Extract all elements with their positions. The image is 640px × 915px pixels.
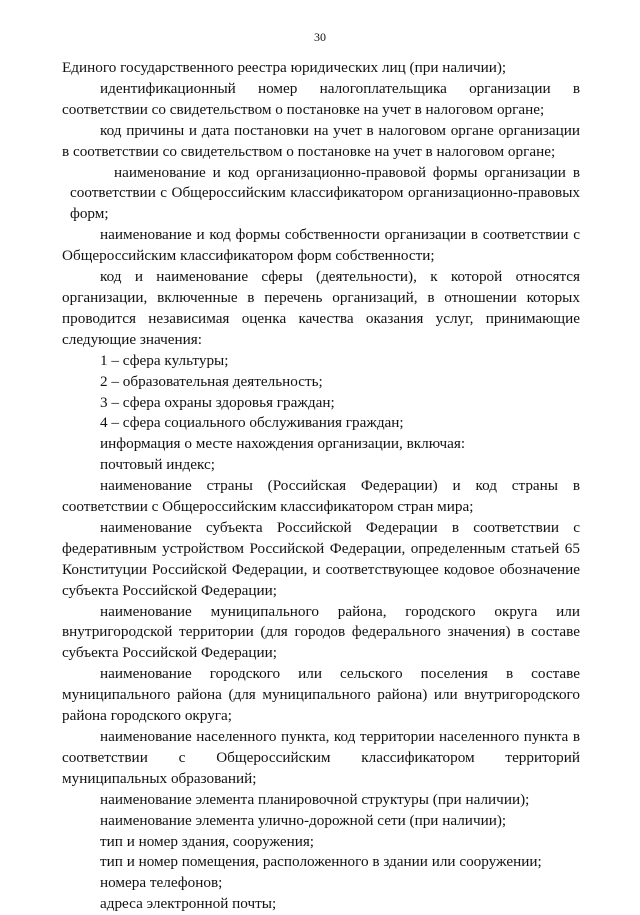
paragraph-municipal-district: наименование муниципального района, городского округа или внутригородской территории (для городов федерального значения) в составе субъекта Российской Федерации; bbox=[62, 602, 580, 662]
paragraph-settlement: наименование городского или сельского поселения в составе муниципального района (для муниципального района) или внутригородского района городского округа; bbox=[62, 665, 580, 725]
list-item: почтовый индекс; bbox=[100, 456, 215, 474]
paragraph-legal-form: наименование и код организационно-правовой формы организации в соответствии с Общероссийским классификатором организационно-правовых форм; bbox=[70, 163, 580, 223]
paragraph-egrul: Единого государственного реестра юридических лиц (при наличии); bbox=[62, 59, 507, 76]
paragraph-ownership-form: наименование и код формы собственности организации в соответствии с Общероссийским классификатором форм собственности; bbox=[62, 226, 580, 265]
list-item: 3 – сфера охраны здоровья граждан; bbox=[100, 393, 335, 411]
list-item: тип и номер помещения, расположенного в здании или сооружении; bbox=[100, 853, 542, 871]
sphere-list bbox=[62, 351, 580, 476]
list-item: информация о месте нахождения организации, включая: bbox=[100, 435, 466, 453]
list-item: тип и номер здания, сооружения; bbox=[100, 832, 315, 850]
list-item: номера телефонов; bbox=[100, 874, 223, 892]
paragraph-country: наименование страны (Российская Федерации) и код страны в соответствии с Общероссийским классификатором стран мира; bbox=[62, 477, 580, 516]
list-item: 1 – сфера культуры; bbox=[100, 351, 229, 369]
list-item: 2 – образовательная деятельность; bbox=[100, 372, 323, 390]
page-number: 30 bbox=[314, 30, 326, 44]
paragraph-activity-sphere: код и наименование сферы (деятельности), к которой относятся организации, включенные в перечень организаций, в отношении которых проводится независимая оценка качества оказания услуг, принимающие следующие значения: bbox=[62, 268, 580, 348]
paragraph-subject: наименование субъекта Российской Федерации в соответствии с федеративным устройством Российской Федерации, определенным статьей 65 Конституции Российской Федерации, и соответствующее кодовое обозначение субъекта Российской Федерации; bbox=[62, 518, 580, 599]
list-item: 4 – сфера социального обслуживания граждан; bbox=[100, 414, 404, 432]
paragraph-inn: идентификационный номер налогоплательщика организации в соответствии со свидетельством о постановке на учет в налоговом органе; bbox=[62, 79, 580, 118]
list-item: наименование элемента улично-дорожной сети (при наличии); bbox=[100, 811, 507, 829]
paragraph-locality: наименование населенного пункта, код территории населенного пункта в соответствии с Общероссийским классификатором территорий муниципальных образований; bbox=[62, 728, 580, 787]
list-item: адреса электронной почты; bbox=[100, 895, 277, 913]
address-list bbox=[62, 790, 580, 915]
paragraph-kpp: код причины и дата постановки на учет в налоговом органе организации в соответствии со свидетельством о постановке на учет в налоговом органе; bbox=[62, 121, 580, 160]
list-item: наименование элемента планировочной структуры (при наличии); bbox=[100, 790, 530, 808]
document-body bbox=[62, 58, 580, 915]
